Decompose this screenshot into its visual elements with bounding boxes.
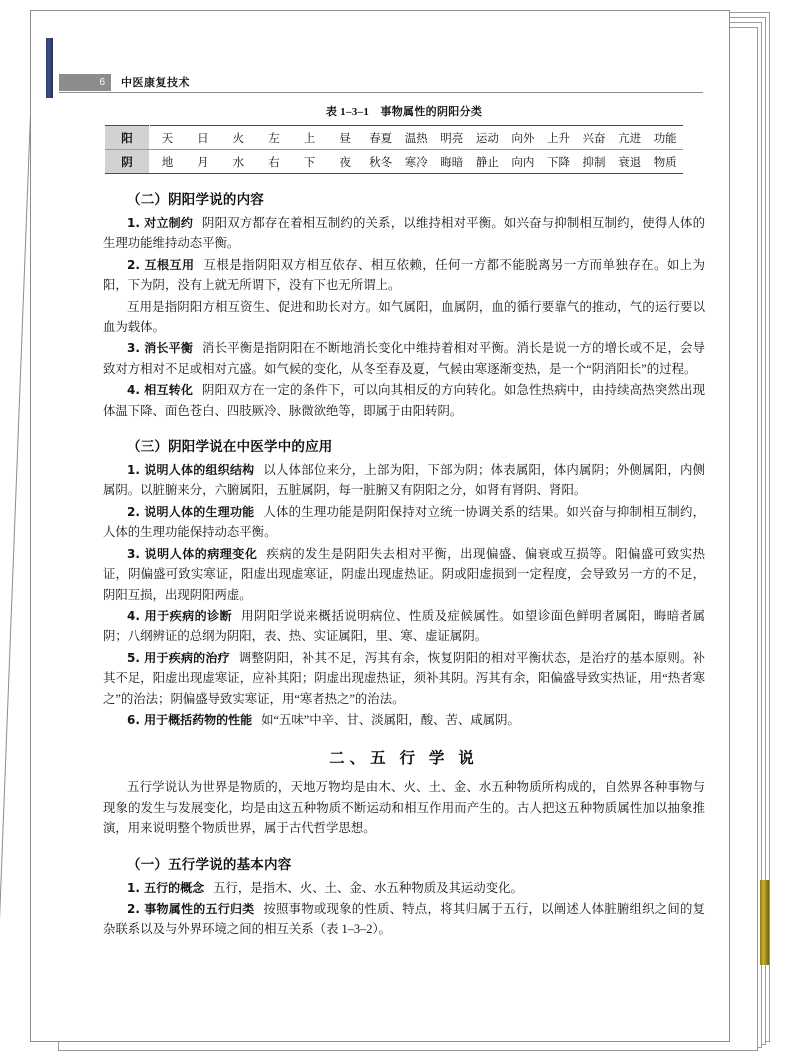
heading-wuxing-xueshuo: 二、五 行 学 说 — [329, 750, 479, 768]
cell: 运动 — [470, 126, 506, 150]
cell: 天 — [150, 126, 186, 150]
cell: 夜 — [327, 150, 363, 174]
book-title: 中医康复技术 — [121, 76, 190, 89]
row-label-yang: 阳 — [105, 126, 150, 150]
paragraph-text: 调整阴阳，补其不足，泻其有余，恢复阴阳的相对平衡状态，是治疗的基本原则。补其不足，阳虚出现虚寒证，应补其阳；阴虚出现虚热证，须补其阴。泻其有余，阳偏盛导致实热证，用“热者寒之”的治法；阴偏盛导致实寒证，用“寒者热之”的治法。 — [103, 650, 705, 706]
table-row — [105, 126, 683, 150]
cell: 日 — [185, 126, 221, 150]
header-rule — [59, 92, 703, 93]
paragraph-text: 如“五味”中辛、甘、淡属阳，酸、苦、咸属阴。 — [261, 712, 520, 727]
cell: 明亮 — [434, 126, 470, 150]
cell: 向内 — [505, 150, 541, 174]
paragraph-huYong — [103, 297, 705, 338]
heading-section-three: （三）阴阳学说在中医学中的应用 — [127, 439, 333, 456]
yinyang-attribute-table — [105, 125, 683, 174]
cell: 物质 — [647, 150, 683, 174]
paragraph-app-6 — [103, 710, 705, 730]
paragraph-text: 五行学说认为世界是物质的，天地万物均是由木、火、土、金、水五种物质所构成的，自然界各种事物与现象的发生与发展变化，均是由这五种物质不断运动和相互作用而产生的。古人把这五种物质属性加以抽象推演，用来说明整个物质世界，属于古代哲学思想。 — [103, 780, 705, 836]
cell: 月 — [185, 150, 221, 174]
paragraph-app-2 — [103, 502, 705, 543]
paragraph-huGenHuYong — [103, 255, 705, 296]
paragraph-text: 以人体部位来分，上部为阳，下部为阴；体表属阳，体内属阴；外侧属阳，内侧属阴。以脏腑来分，六腑属阳，五脏属阴，每一脏腑又有阴阳之分，如肾有肾阴、肾阳。 — [103, 463, 706, 498]
gold-bookmark-ribbon — [760, 880, 769, 965]
run-in-label: 1. 五行的概念 — [127, 880, 205, 895]
cell: 下降 — [541, 150, 577, 174]
paragraph-app-3 — [103, 544, 705, 605]
heading-section-one-wuxing: （一）五行学说的基本内容 — [127, 856, 292, 873]
run-in-label: 1. 对立制约 — [127, 216, 194, 230]
cell: 上升 — [541, 126, 577, 150]
run-in-label: 2. 互根互用 — [127, 257, 195, 272]
running-header — [59, 74, 703, 94]
paragraph-wuxing-intro — [103, 777, 705, 838]
paragraph-wuxing-2 — [103, 899, 705, 940]
cell: 兴奋 — [576, 126, 612, 150]
cell: 亢进 — [612, 126, 648, 150]
run-in-label: 4. 用于疾病的诊断 — [127, 608, 233, 623]
page-content — [103, 103, 705, 940]
run-in-label: 3. 消长平衡 — [127, 341, 194, 356]
cell: 向外 — [505, 126, 541, 150]
cell: 寒冷 — [398, 150, 434, 174]
book-page — [30, 10, 730, 1042]
run-in-label: 5. 用于疾病的治疗 — [127, 650, 230, 665]
table-row — [105, 150, 683, 174]
cell: 左 — [256, 126, 292, 150]
cell: 静止 — [470, 150, 506, 174]
run-in-label: 1. 说明人体的组织结构 — [127, 463, 255, 478]
paragraph-text: 用阴阳学说来概括说明病位、性质及症候属性。如望诊面色鲜明者属阳，晦暗者属阴；八纲辨证的总纲为阴阳，表、热、实证属阳，里、寒、虚证属阴。 — [103, 608, 705, 644]
cell: 温热 — [398, 126, 434, 150]
paragraph-app-5 — [103, 648, 705, 709]
cell: 地 — [150, 150, 186, 174]
run-in-label: 4. 相互转化 — [127, 383, 194, 398]
cell: 右 — [256, 150, 292, 174]
paragraph-text: 互根是指阴阳双方相互依存、相互依赖，任何一方都不能脱离另一方而单独存在。如上为阳，下为阴，没有上就无所谓下，没有下也无所谓上。 — [103, 257, 706, 293]
paragraph-xiangHuZhuanHua — [103, 380, 705, 421]
cell: 昼 — [327, 126, 363, 150]
cell: 秋冬 — [363, 150, 399, 174]
paragraph-text: 疾病的发生是阴阳失去相对平衡，出现偏盛、偏衰或互损等。阳偏盛可致实热证，阴偏盛可致实寒证，阳虚出现虚寒证，阴虚出现虚热证。阴或阳虚损到一定程度，会导致另一方的不足，阴阳互损，出现阴阳两虚。 — [103, 546, 706, 602]
run-in-label: 3. 说明人体的病理变化 — [127, 546, 258, 561]
paragraph-wuxing-1 — [103, 878, 705, 898]
cell: 上 — [292, 126, 328, 150]
paragraph-duiLiZhiYue — [103, 213, 705, 254]
paragraph-text: 阴阳双方在一定的条件下，可以向其相反的方向转化。如急性热病中，由持续高热突然出现体温下降、面色苍白、四肢厥冷、脉微欲绝等，即属于由阳转阴。 — [103, 383, 705, 418]
cell: 衰退 — [612, 150, 648, 174]
cell: 晦暗 — [434, 150, 470, 174]
cell: 功能 — [647, 126, 683, 150]
paragraph-text: 按照事物或现象的性质、特点，将其归属于五行，以阐述人体脏腑组织之间的复杂联系以及与外界环境之间的相互关系（表 1–3–2）。 — [103, 901, 706, 937]
paragraph-app-4 — [103, 606, 705, 647]
cell: 春夏 — [363, 126, 399, 150]
blue-bookmark-ribbon — [46, 38, 53, 98]
heading-section-two: （二）阴阳学说的内容 — [127, 192, 264, 208]
page-number: 6 — [59, 74, 111, 91]
cell: 下 — [292, 150, 328, 174]
run-in-label: 2. 事物属性的五行归类 — [127, 901, 255, 916]
table-caption: 表 1–3–1 事物属性的阴阳分类 — [325, 106, 483, 118]
paragraph-app-1 — [103, 460, 705, 501]
cell: 水 — [221, 150, 257, 174]
paragraph-text: 互用是指阴阳方相互资生、促进和助长对方。如气属阳，血属阴，血的循行要靠气的推动，气的运行要以血为载体。 — [103, 299, 705, 335]
cell: 抑制 — [576, 150, 612, 174]
paragraph-text: 阴阳双方都存在着相互制约的关系，以维持相对平衡。如兴奋与抑制相互制约，使得人体的生理功能维持动态平衡。 — [103, 216, 705, 251]
paragraph-text: 人体的生理功能是阴阳保持对立统一协调关系的结果。如兴奋与抑制相互制约，人体的生理功能保持动态平衡。 — [103, 504, 706, 540]
cell: 火 — [221, 126, 257, 150]
paragraph-xiaoZhangPingHeng — [103, 338, 705, 379]
run-in-label: 2. 说明人体的生理功能 — [127, 504, 255, 519]
paragraph-text: 消长平衡是指阴阳在不断地消长变化中维持着相对平衡。消长是说一方的增长或不足，会导致对方相对不足或相对亢盛。如气候的变化，从冬至春及夏，气候由寒逐渐变热，是一个“阴消阳长”的过程。 — [103, 341, 705, 376]
paragraph-text: 五行，是指木、火、土、金、水五种物质及其运动变化。 — [213, 880, 523, 895]
run-in-label: 6. 用于概括药物的性能 — [127, 712, 253, 727]
row-label-yin: 阴 — [105, 150, 150, 174]
